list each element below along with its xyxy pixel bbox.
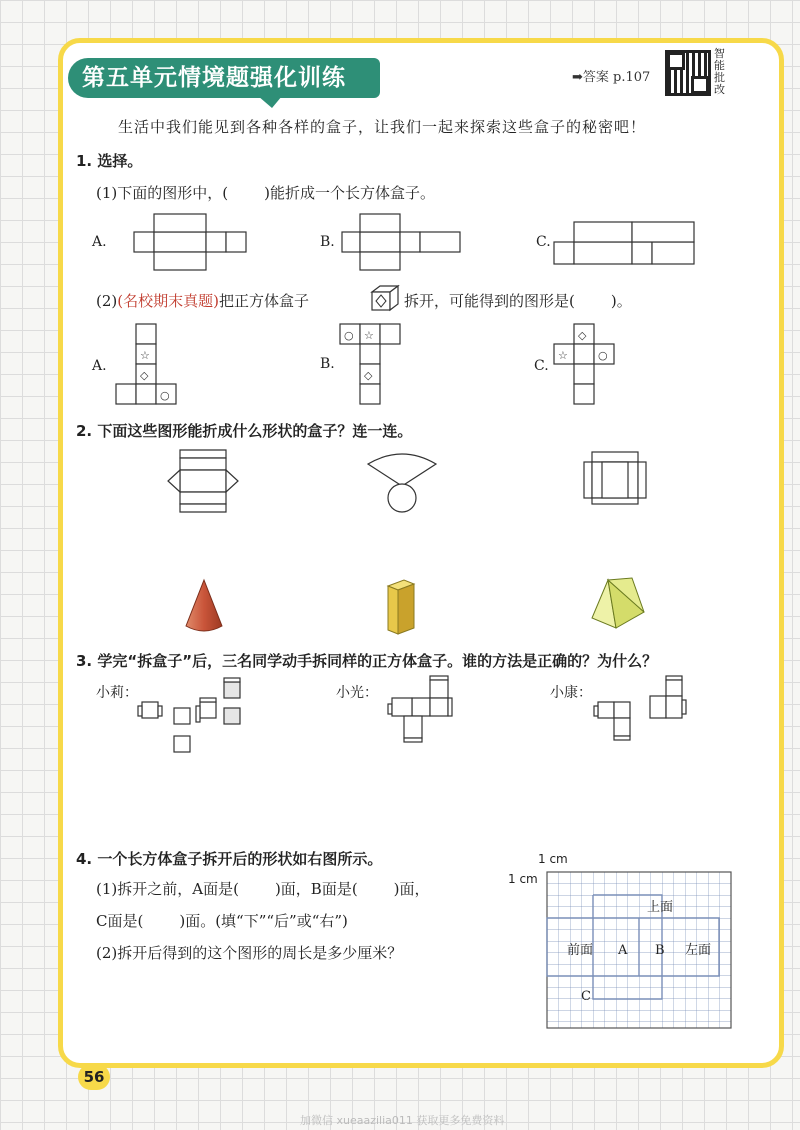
q1-sub1-text-b: )能折成一个长方体盒子。 xyxy=(264,184,435,202)
q1-sub2-text-mid: 把正方体盒子 xyxy=(218,292,309,310)
q1-1-option-c-label: C. xyxy=(536,234,551,250)
cuboid-net-grid xyxy=(547,872,731,1030)
q3-title xyxy=(76,650,657,671)
face-a-label: A xyxy=(618,943,628,958)
star-symbol: ☆ xyxy=(364,329,374,342)
cube-icon xyxy=(370,284,400,312)
q1-2-option-a-label: A. xyxy=(92,358,107,374)
q1-2-option-c-label: C. xyxy=(534,358,549,374)
qr-code-icon[interactable] xyxy=(665,50,711,96)
q4-l1-text-a: (1)拆开之前，A面是( xyxy=(96,880,239,898)
face-c-label: C xyxy=(581,989,591,1004)
q1-2-option-b-label: B. xyxy=(320,356,335,372)
footer-watermark: 加微信 xueaazilia011 获取更多免费资料 xyxy=(300,1114,505,1127)
diamond-symbol: ◇ xyxy=(578,329,587,342)
intro-text: 生活中我们能见到各种各样的盒子，让我们一起来探索这些盒子的秘密吧！ xyxy=(118,118,647,136)
face-front-label: 前面 xyxy=(567,943,594,958)
q1-sub2 xyxy=(96,290,309,311)
qr-label: 智能批改 xyxy=(714,47,725,96)
page-number: 56 xyxy=(78,1064,110,1090)
q4-l1-text-b: )面，B面是( xyxy=(274,880,358,898)
circle-symbol: ○ xyxy=(160,389,170,402)
xiaoguang-net xyxy=(382,674,462,746)
face-left-label: 左面 xyxy=(685,943,712,958)
unit-label-left: 1 cm xyxy=(508,872,538,886)
star-symbol: ☆ xyxy=(140,349,150,362)
q1-2-option-a-net xyxy=(116,322,186,406)
triangular-prism-shape xyxy=(590,578,646,632)
student-name-xiaokang: 小康： xyxy=(550,685,592,701)
unit-title-banner: 第五单元情境题强化训练 xyxy=(68,58,380,98)
q1-sub1 xyxy=(96,182,435,203)
face-top-label: 上面 xyxy=(647,900,674,915)
q4-l2-text-b: )面。(填“下”“后”或“右”) xyxy=(179,912,348,930)
q4-l1-text-c: )面， xyxy=(393,880,430,898)
cuboid-shape xyxy=(384,576,418,636)
q3-title-text: 3. 学完“拆盒子”后，三名同学动手拆同样的正方体盒子。谁的方法是正确的？为什么？ xyxy=(76,652,658,670)
xiaoli-pieces xyxy=(138,676,248,756)
q4-title xyxy=(76,848,382,869)
q1-2-option-b-net xyxy=(340,322,410,406)
q1-title: 1. 选择。 xyxy=(76,152,143,170)
q4-title-text: 4. 一个长方体盒子拆开后的形状如右图所示。 xyxy=(76,850,383,868)
cone-net-figure xyxy=(366,450,438,514)
q1-1-option-a-label: A. xyxy=(92,234,107,250)
q1-1-option-b-figure xyxy=(342,212,472,272)
exam-tag: (名校期末真题) xyxy=(117,292,219,310)
circle-symbol: ○ xyxy=(598,349,608,362)
diamond-symbol: ◇ xyxy=(364,369,373,382)
answer-reference: ➡答案 p.107 xyxy=(572,70,651,85)
q1-sub2-rest xyxy=(404,290,632,311)
cuboid-net-figure xyxy=(582,450,652,506)
q4-line2 xyxy=(96,910,348,931)
q1-sub1-text-a: (1)下面的图形中，( xyxy=(96,184,229,202)
student-name-xiaoguang: 小光： xyxy=(336,685,378,701)
student-name-xiaoli: 小莉： xyxy=(96,685,138,701)
q1-sub2-text-c: )。 xyxy=(610,292,632,310)
q4-line3: (2)拆开后得到的这个图形的周长是多少厘米？ xyxy=(96,944,403,962)
face-b-label: B xyxy=(655,943,665,958)
xiaokang-pieces xyxy=(594,674,694,746)
q4-line1 xyxy=(96,878,430,899)
q2-title: 2. 下面这些图形能折成什么形状的盒子？连一连。 xyxy=(76,422,413,440)
q1-2-option-c-net xyxy=(554,322,624,406)
cone-shape xyxy=(184,578,224,636)
circle-symbol: ○ xyxy=(344,329,354,342)
q1-1-option-c-figure xyxy=(554,220,694,270)
q4-l2-text-a: C面是( xyxy=(96,912,144,930)
star-symbol: ☆ xyxy=(558,349,568,362)
q1-sub2-prefix: (2) xyxy=(96,292,118,310)
q1-1-option-a-figure xyxy=(116,212,246,272)
q1-1-option-b-label: B. xyxy=(320,234,335,250)
q1-sub2-text-b: 拆开，可能得到的图形是( xyxy=(404,292,575,310)
diamond-symbol: ◇ xyxy=(140,369,149,382)
unit-label-top: 1 cm xyxy=(538,852,568,866)
prism-net-figure xyxy=(166,448,240,514)
banner-tail xyxy=(258,96,282,108)
